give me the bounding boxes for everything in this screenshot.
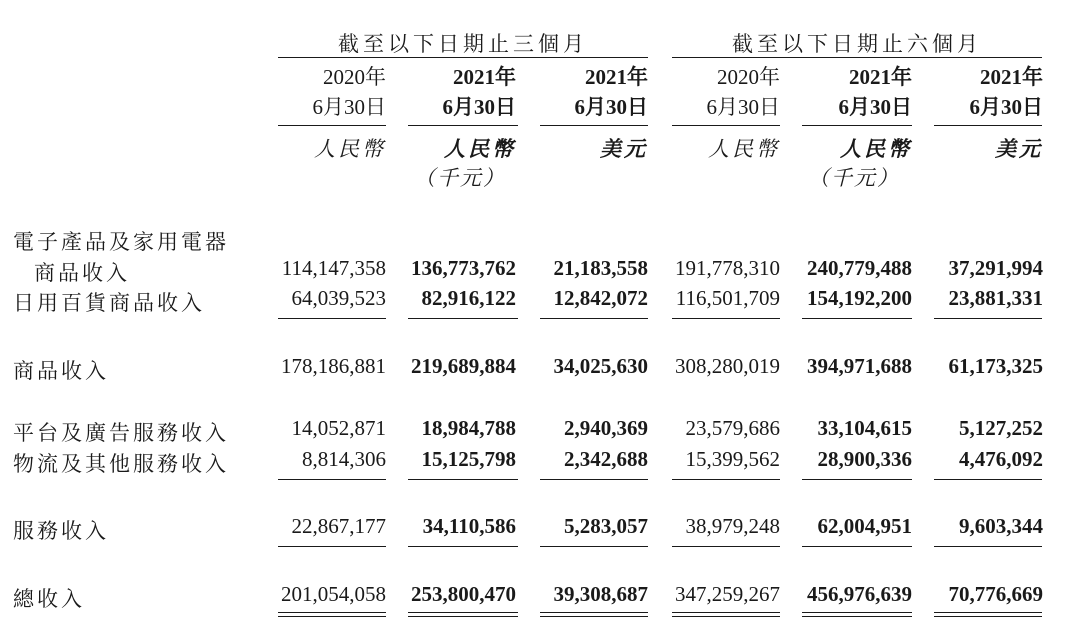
col-5-unit: （千元）: [808, 166, 900, 190]
cell-r0-c3: 21,183,558: [553, 256, 648, 280]
group-header-six-months: 截至以下日期止六個月: [732, 32, 982, 56]
subtotal-line-1-c4: [672, 318, 780, 319]
cell-r5-c5: 62,004,951: [817, 514, 912, 538]
row-label-platform-advertising: 平台及廣告服務收入: [13, 421, 229, 445]
col-4-underline: [672, 125, 780, 126]
subtotal-line-1-c2: [408, 318, 518, 319]
cell-r6-c6: 70,776,669: [948, 582, 1043, 606]
col-6-year: 2021年: [980, 65, 1043, 89]
cell-r5-c2: 34,110,586: [422, 514, 516, 538]
cell-r1-c2: 82,916,122: [421, 286, 516, 310]
col-2-currency: 人民幣: [444, 137, 516, 161]
subtotal-line-1-c5: [802, 318, 912, 319]
cell-r1-c4: 116,501,709: [675, 286, 780, 310]
col-6-currency: 美元: [995, 137, 1043, 161]
subtotal-line-2-c5: [802, 479, 912, 480]
cell-r4-c3: 2,342,688: [564, 447, 648, 471]
cell-r3-c3: 2,940,369: [564, 416, 648, 440]
subtotal-line-2-c3: [540, 479, 648, 480]
cell-r5-c4: 38,979,248: [685, 514, 780, 538]
col-3-date: 6月30日: [574, 95, 648, 119]
row-label-general-merchandise: 日用百貨商品收入: [13, 291, 205, 315]
cell-r3-c4: 23,579,686: [685, 416, 780, 440]
subtotal-line-1-c6: [934, 318, 1042, 319]
subtotal-line-2-c6: [934, 479, 1042, 480]
col-2-year: 2021年: [453, 65, 516, 89]
cell-r2-c2: 219,689,884: [411, 354, 516, 378]
col-5-currency: 人民幣: [840, 137, 912, 161]
cell-r6-c2: 253,800,470: [411, 582, 516, 606]
total-double-line-c5: [802, 612, 912, 617]
cell-r6-c1: 201,054,058: [281, 582, 386, 606]
cell-r3-c6: 5,127,252: [959, 416, 1043, 440]
cell-r5-c3: 5,283,057: [564, 514, 648, 538]
subtotal-line-2-c1: [278, 479, 386, 480]
col-5-date: 6月30日: [838, 95, 912, 119]
cell-r0-c1: 114,147,358: [281, 256, 386, 280]
subtotal-line-1-c3: [540, 318, 648, 319]
cell-r1-c1: 64,039,523: [291, 286, 386, 310]
cell-r6-c4: 347,259,267: [675, 582, 780, 606]
cell-r0-c2: 136,773,762: [411, 256, 516, 280]
subtotal-line-1-c1: [278, 318, 386, 319]
cell-r6-c5: 456,976,639: [807, 582, 912, 606]
total-double-line-c4: [672, 612, 780, 617]
col-3-year: 2021年: [585, 65, 648, 89]
col-1-year: 2020年: [323, 65, 386, 89]
col-6-underline: [934, 125, 1042, 126]
total-double-line-c3: [540, 612, 648, 617]
cell-r2-c6: 61,173,325: [948, 354, 1043, 378]
cell-r2-c1: 178,186,881: [281, 354, 386, 378]
subtotal-line-3-c1: [278, 546, 386, 547]
col-4-date: 6月30日: [706, 95, 780, 119]
col-1-underline: [278, 125, 386, 126]
cell-r4-c1: 8,814,306: [302, 447, 386, 471]
cell-r4-c4: 15,399,562: [685, 447, 780, 471]
subtotal-line-3-c5: [802, 546, 912, 547]
col-4-year: 2020年: [717, 65, 780, 89]
col-1-currency: 人民幣: [314, 137, 386, 161]
cell-r5-c1: 22,867,177: [291, 514, 386, 538]
subtotal-line-2-c2: [408, 479, 518, 480]
cell-r4-c5: 28,900,336: [817, 447, 912, 471]
col-2-underline: [408, 125, 518, 126]
total-double-line-c6: [934, 612, 1042, 617]
total-double-line-c2: [408, 612, 518, 617]
col-2-unit: （千元）: [414, 166, 506, 190]
cell-r2-c3: 34,025,630: [553, 354, 648, 378]
cell-r3-c1: 14,052,871: [291, 416, 386, 440]
cell-r2-c4: 308,280,019: [675, 354, 780, 378]
col-4-currency: 人民幣: [708, 137, 780, 161]
cell-r1-c6: 23,881,331: [948, 286, 1043, 310]
row-label-service-revenue: 服務收入: [13, 519, 109, 543]
col-5-underline: [802, 125, 912, 126]
row-label-total-revenue: 總收入: [13, 587, 85, 611]
group-underline-three-months: [278, 57, 648, 58]
cell-r6-c3: 39,308,687: [553, 582, 648, 606]
col-1-date: 6月30日: [312, 95, 386, 119]
row-label-electronics: 電子產品及家用電器: [13, 230, 229, 254]
total-double-line-c1: [278, 612, 386, 617]
cell-r3-c5: 33,104,615: [817, 416, 912, 440]
subtotal-line-2-c4: [672, 479, 780, 480]
subtotal-line-3-c3: [540, 546, 648, 547]
cell-r0-c6: 37,291,994: [948, 256, 1043, 280]
col-6-date: 6月30日: [969, 95, 1043, 119]
row-label-product-revenue: 商品收入: [13, 359, 109, 383]
cell-r4-c6: 4,476,092: [959, 447, 1043, 471]
cell-r0-c4: 191,778,310: [675, 256, 780, 280]
cell-r1-c3: 12,842,072: [553, 286, 648, 310]
subtotal-line-3-c4: [672, 546, 780, 547]
cell-r3-c2: 18,984,788: [421, 416, 516, 440]
cell-r5-c6: 9,603,344: [959, 514, 1043, 538]
row-label-logistics-other: 物流及其他服務收入: [13, 452, 229, 476]
row-label-electronics-cont: 商品收入: [34, 261, 130, 285]
col-3-underline: [540, 125, 648, 126]
col-2-date: 6月30日: [442, 95, 516, 119]
group-underline-six-months: [672, 57, 1042, 58]
group-header-three-months: 截至以下日期止三個月: [338, 32, 588, 56]
subtotal-line-3-c6: [934, 546, 1042, 547]
subtotal-line-3-c2: [408, 546, 518, 547]
col-3-currency: 美元: [600, 137, 648, 161]
cell-r4-c2: 15,125,798: [421, 447, 516, 471]
col-5-year: 2021年: [849, 65, 912, 89]
cell-r1-c5: 154,192,200: [807, 286, 912, 310]
cell-r0-c5: 240,779,488: [807, 256, 912, 280]
cell-r2-c5: 394,971,688: [807, 354, 912, 378]
